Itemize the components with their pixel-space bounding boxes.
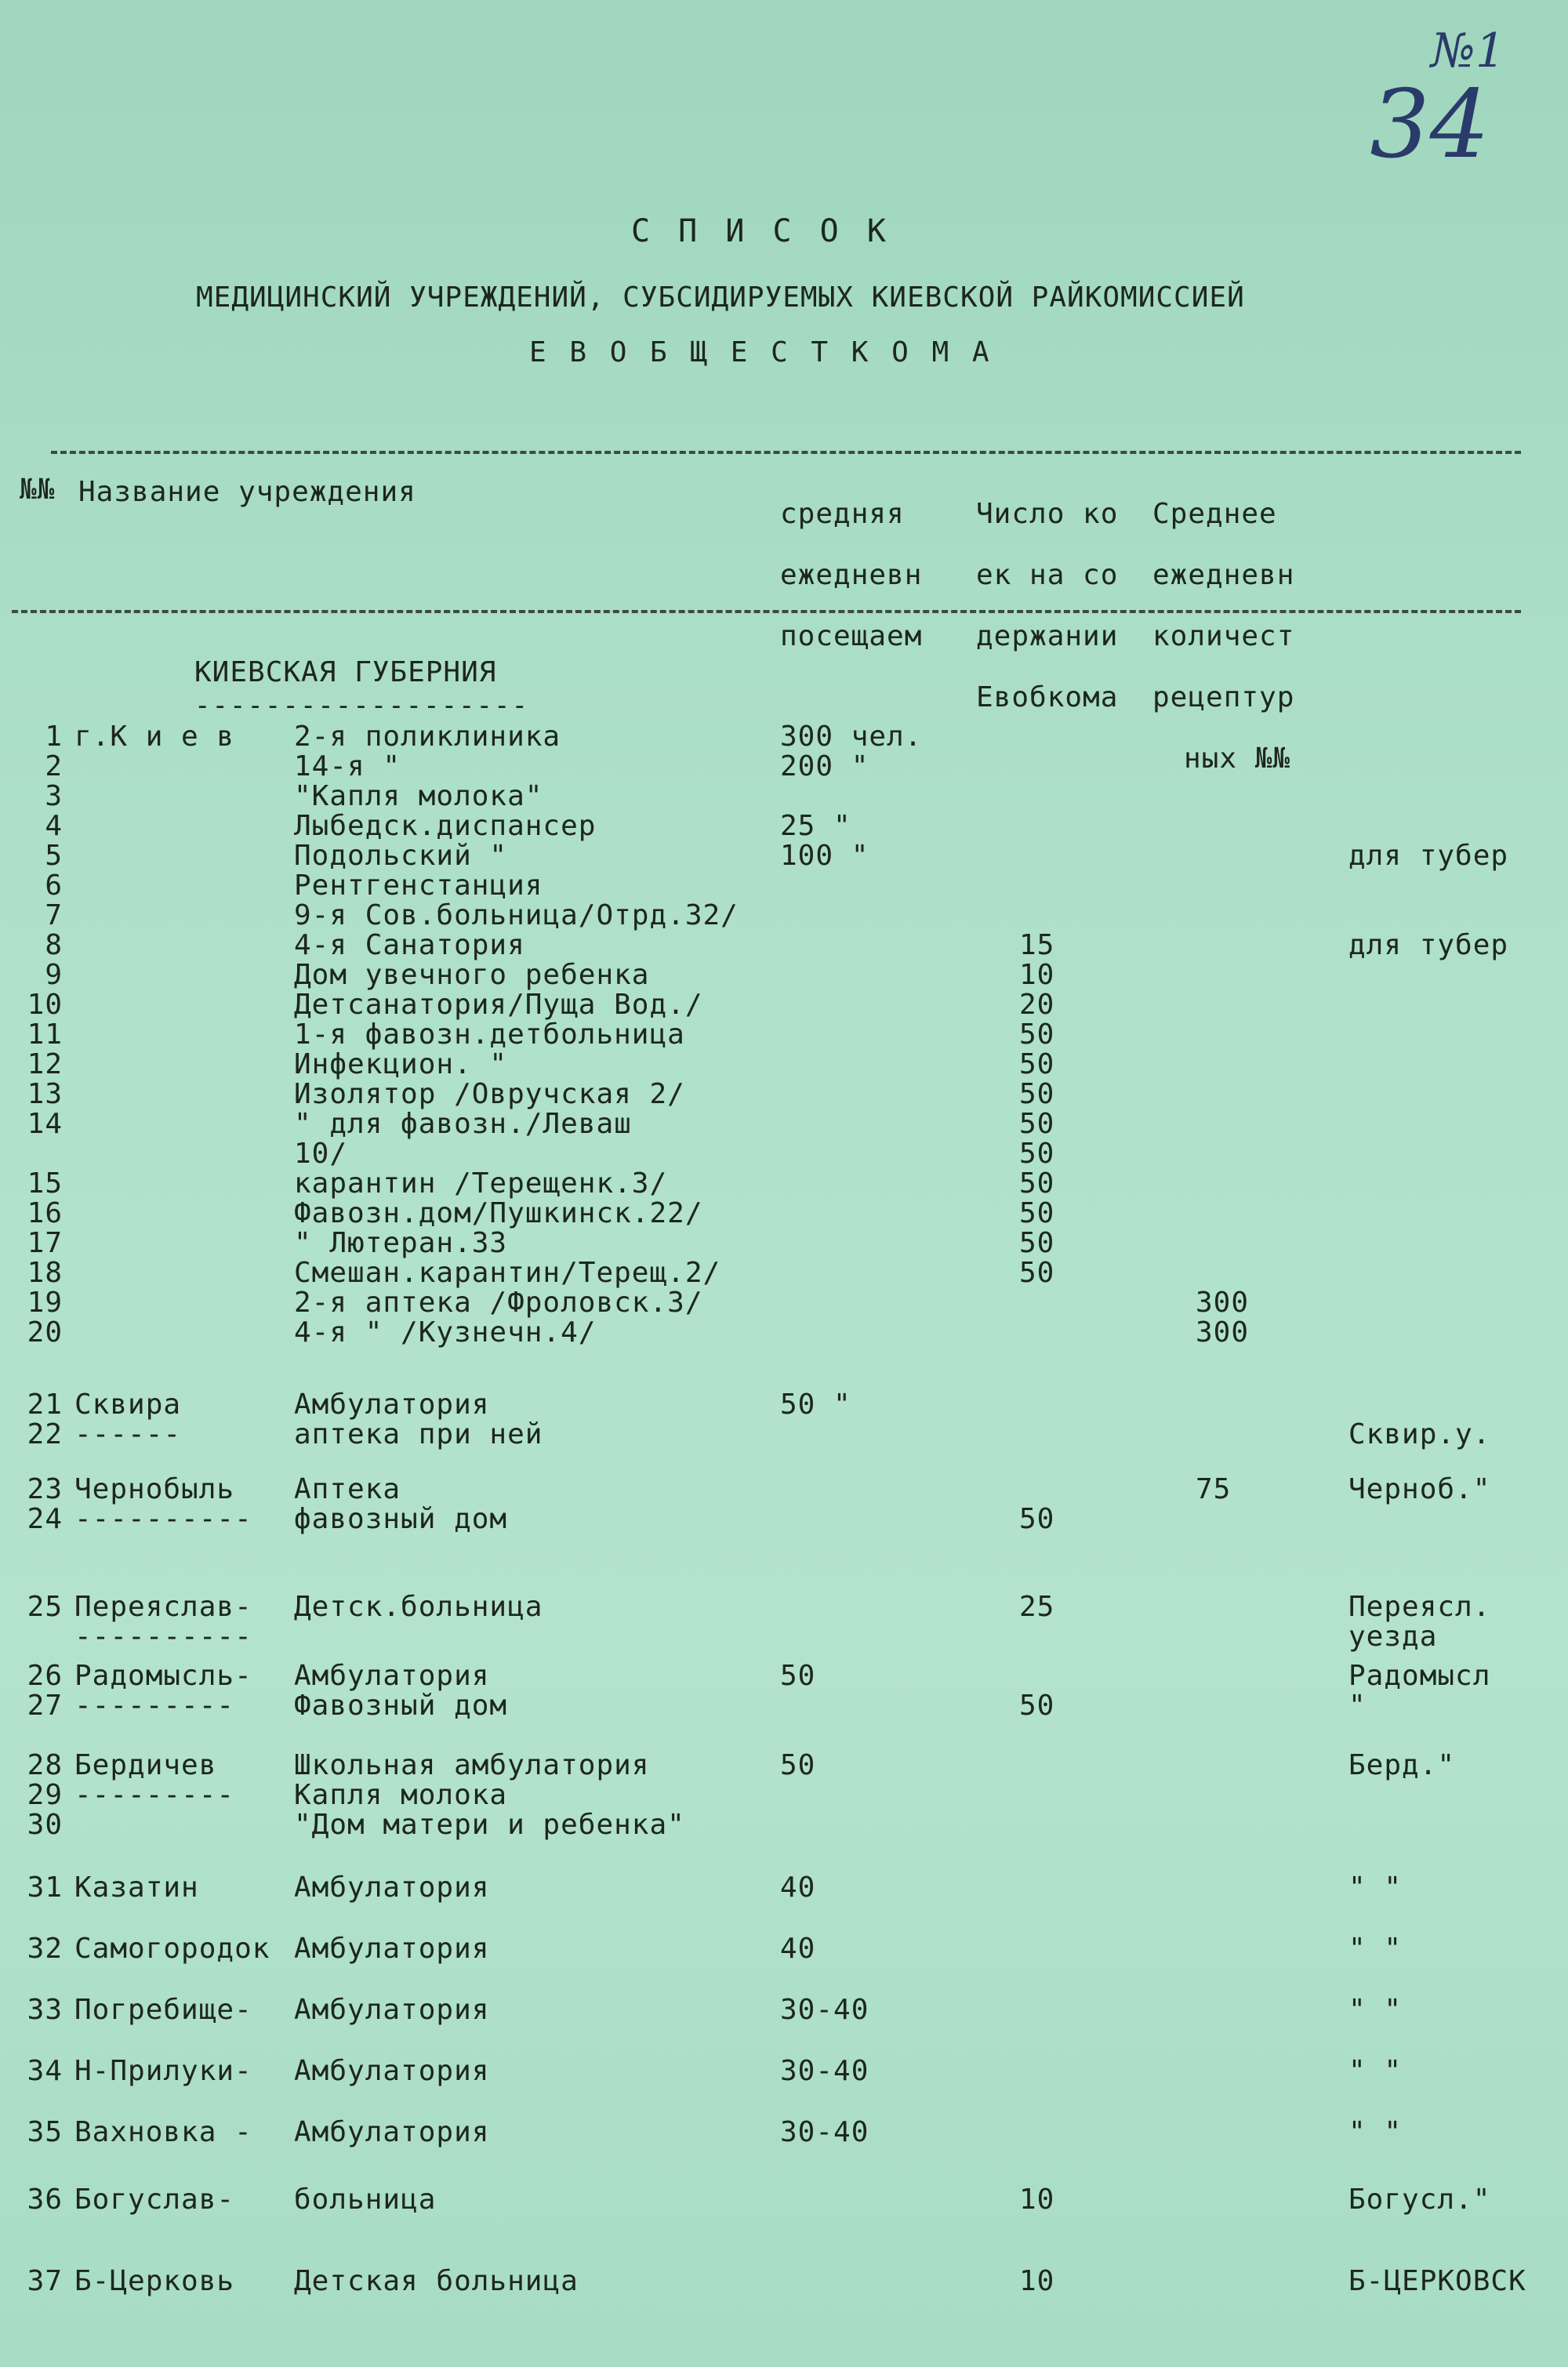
row-institution-name: 9-я Сов.больница/Отрд.32/ — [294, 900, 739, 931]
row-number: 37 — [27, 2266, 63, 2297]
row-city: Н-Прилуки- — [74, 2056, 252, 2087]
row-number: 22 — [27, 1419, 63, 1450]
page-number: 34 — [1370, 71, 1490, 180]
row-number: 13 — [27, 1079, 63, 1110]
row-institution-name: Амбулатория — [294, 1661, 490, 1692]
row-city: --------- — [74, 1780, 235, 1811]
row-institution-name: аптека при ней — [294, 1419, 543, 1450]
row-institution-name: Капля молока — [294, 1780, 508, 1811]
row-number: 20 — [27, 1317, 63, 1349]
row-institution-name: 14-я " — [294, 751, 401, 782]
row-institution-name: Изолятор /Овручская 2/ — [294, 1079, 685, 1110]
row-number: 33 — [27, 1995, 63, 2026]
row-institution-name: Рентгенстанция — [294, 870, 543, 902]
row-beds: 50 — [1019, 1109, 1055, 1140]
row-beds: 50 — [1019, 1690, 1055, 1722]
header-line: средняя — [780, 498, 905, 530]
row-city: Чернобыль — [74, 1474, 235, 1505]
row-beds: 50 — [1019, 1168, 1055, 1200]
row-city: ---------- — [74, 1504, 252, 1535]
row-number: 17 — [27, 1228, 63, 1259]
header-line: ек на со — [976, 559, 1119, 591]
row-institution-name: Лыбедск.диспансер — [294, 811, 597, 842]
row-city: Вахновка - — [74, 2117, 252, 2148]
row-note: Радомысл — [1348, 1661, 1491, 1692]
row-number: 27 — [27, 1690, 63, 1722]
column-recipes-header — [1152, 469, 1294, 804]
row-number: 36 — [27, 2184, 63, 2216]
header-line: количест — [1152, 620, 1295, 652]
header-line: Среднее — [1152, 498, 1277, 530]
row-daily-visits: 40 — [780, 1933, 816, 1965]
row-daily-visits: 100 " — [780, 840, 869, 872]
row-institution-name: Подольский " — [294, 840, 508, 872]
row-note: Б-ЦЕРКОВСК — [1348, 2266, 1526, 2297]
row-note: Черноб." — [1348, 1474, 1491, 1505]
row-number: 1 — [45, 721, 63, 753]
row-city: г.К и е в — [74, 721, 235, 753]
row-number: 24 — [27, 1504, 63, 1535]
row-recipes: 300 — [1196, 1287, 1250, 1319]
row-note: " " — [1348, 1995, 1403, 2026]
row-institution-name: Амбулатория — [294, 2117, 490, 2148]
row-beds: 10 — [1019, 2266, 1055, 2297]
row-daily-visits: 300 чел. — [780, 721, 923, 753]
organization-name: Е В О Б Щ Е С Т К О М А — [529, 336, 993, 368]
row-city: Богуслав- — [74, 2184, 235, 2216]
row-number: 23 — [27, 1474, 63, 1505]
row-note: " " — [1348, 2056, 1403, 2087]
row-number: 32 — [27, 1933, 63, 1965]
header-line: держании — [976, 620, 1119, 652]
row-number: 11 — [27, 1019, 63, 1051]
row-number: 15 — [27, 1168, 63, 1200]
row-institution-name: Инфекцион. " — [294, 1049, 508, 1080]
header-line: посещаем — [780, 620, 923, 652]
row-institution-name: Фавозн.дом/Пушкинск.22/ — [294, 1198, 703, 1229]
row-beds: 50 — [1019, 1138, 1055, 1170]
row-beds: 50 — [1019, 1019, 1055, 1051]
row-institution-name: Фавозный дом — [294, 1690, 508, 1722]
header-top-rule — [51, 451, 1521, 454]
row-institution-name: Амбулатория — [294, 2056, 490, 2087]
column-number-header: №№ — [20, 474, 56, 506]
row-city: Самогородок — [74, 1933, 270, 1965]
row-number: 30 — [27, 1810, 63, 1841]
row-daily-visits: 200 " — [780, 751, 869, 782]
column-visits-header — [780, 469, 922, 682]
row-city: Казатин — [74, 1872, 199, 1904]
document-subtitle: МЕДИЦИНСКИЙ УЧРЕЖДЕНИЙ, СУБСИДИРУЕМЫХ КИЕВСКОЙ РАЙКОМИССИЕЙ — [196, 281, 1245, 314]
row-institution-name: 1-я фавозн.детбольница — [294, 1019, 685, 1051]
row-number: 2 — [45, 751, 63, 782]
row-city: ---------- — [74, 1621, 252, 1653]
row-number: 21 — [27, 1389, 63, 1421]
row-number: 34 — [27, 2056, 63, 2087]
row-number: 31 — [27, 1872, 63, 1904]
header-line: ежедневн — [780, 559, 923, 591]
row-institution-name: фавозный дом — [294, 1504, 508, 1535]
row-recipes: 300 — [1196, 1317, 1250, 1349]
row-note: для тубер — [1348, 840, 1509, 872]
row-institution-name: 4-я " /Кузнечн.4/ — [294, 1317, 597, 1349]
row-number: 29 — [27, 1780, 63, 1811]
row-number: 28 — [27, 1750, 63, 1781]
row-institution-name: больница — [294, 2184, 437, 2216]
row-beds: 50 — [1019, 1079, 1055, 1110]
row-city: Сквира — [74, 1389, 182, 1421]
row-daily-visits: 30-40 — [780, 2056, 869, 2087]
row-beds: 50 — [1019, 1504, 1055, 1535]
row-number: 6 — [45, 870, 63, 902]
row-note: для тубер — [1348, 930, 1509, 961]
header-line: ежедневн — [1152, 559, 1295, 591]
row-note: " — [1348, 1690, 1367, 1722]
row-institution-name: " Лютеран.33 — [294, 1228, 508, 1259]
row-city: Бердичев — [74, 1750, 217, 1781]
header-line: рецептур — [1152, 681, 1295, 713]
corner-number: №1 — [1431, 24, 1505, 78]
column-name-header: Название учреждения — [78, 476, 416, 508]
header-bottom-rule — [12, 610, 1521, 613]
row-institution-name: 10/ — [294, 1138, 348, 1170]
row-beds: 50 — [1019, 1258, 1055, 1289]
row-city: Погребище- — [74, 1995, 252, 2026]
row-number: 19 — [27, 1287, 63, 1319]
row-institution-name: Школьная амбулатория — [294, 1750, 650, 1781]
row-beds: 50 — [1019, 1049, 1055, 1080]
row-beds: 15 — [1019, 930, 1055, 961]
region-heading: КИЕВСКАЯ ГУБЕРНИЯ — [194, 656, 497, 688]
column-beds-header — [976, 469, 1118, 743]
row-institution-name: карантин /Терещенк.3/ — [294, 1168, 668, 1200]
row-number: 4 — [45, 811, 63, 842]
row-daily-visits: 30-40 — [780, 1995, 869, 2026]
row-beds: 10 — [1019, 960, 1055, 991]
row-note: уезда — [1348, 1621, 1438, 1653]
row-note: Переясл. — [1348, 1592, 1491, 1623]
header-line: ных №№ — [1184, 742, 1291, 775]
row-number: 9 — [45, 960, 63, 991]
row-number: 35 — [27, 2117, 63, 2148]
row-note: Берд." — [1348, 1750, 1456, 1781]
row-note: " " — [1348, 1933, 1403, 1965]
row-daily-visits: 25 " — [780, 811, 851, 842]
row-daily-visits: 50 — [780, 1661, 816, 1692]
row-number: 7 — [45, 900, 63, 931]
row-number: 16 — [27, 1198, 63, 1229]
row-number: 26 — [27, 1661, 63, 1692]
row-beds: 50 — [1019, 1228, 1055, 1259]
header-line: Евобкома — [976, 681, 1119, 713]
header-line: Число ко — [976, 498, 1119, 530]
row-city: ------ — [74, 1419, 182, 1450]
row-institution-name: Детск.больница — [294, 1592, 543, 1623]
row-beds: 50 — [1019, 1198, 1055, 1229]
row-note: Сквир.у. — [1348, 1419, 1491, 1450]
row-number: 3 — [45, 781, 63, 812]
row-institution-name: 2-я поликлиника — [294, 721, 561, 753]
row-number: 10 — [27, 989, 63, 1021]
row-number: 5 — [45, 840, 63, 872]
row-institution-name: "Капля молока" — [294, 781, 543, 812]
row-daily-visits: 50 " — [780, 1389, 851, 1421]
row-institution-name: Детсанатория/Пуща Вод./ — [294, 989, 703, 1021]
row-note: " " — [1348, 1872, 1403, 1904]
row-beds: 25 — [1019, 1592, 1055, 1623]
row-beds: 20 — [1019, 989, 1055, 1021]
row-institution-name: Дом увечного ребенка — [294, 960, 650, 991]
row-city: Радомысль- — [74, 1661, 252, 1692]
row-institution-name: Детская больница — [294, 2266, 579, 2297]
row-institution-name: Амбулатория — [294, 1872, 490, 1904]
row-daily-visits: 50 — [780, 1750, 816, 1781]
row-institution-name: Аптека — [294, 1474, 401, 1505]
row-city: Переяслав- — [74, 1592, 252, 1623]
row-note: " " — [1348, 2117, 1403, 2148]
row-beds: 10 — [1019, 2184, 1055, 2216]
row-daily-visits: 40 — [780, 1872, 816, 1904]
row-institution-name: "Дом матери и ребенка" — [294, 1810, 685, 1841]
row-institution-name: Амбулатория — [294, 1389, 490, 1421]
row-number: 25 — [27, 1592, 63, 1623]
row-city: --------- — [74, 1690, 235, 1722]
region-underline: ------------------- — [194, 690, 529, 721]
row-number: 14 — [27, 1109, 63, 1140]
row-institution-name: " для фавозн./Леваш — [294, 1109, 632, 1140]
row-note: Богусл." — [1348, 2184, 1491, 2216]
row-number: 8 — [45, 930, 63, 961]
document-title: С П И С О К — [631, 213, 891, 249]
row-institution-name: 4-я Санатория — [294, 930, 525, 961]
row-number: 12 — [27, 1049, 63, 1080]
row-institution-name: Амбулатория — [294, 1995, 490, 2026]
row-number: 18 — [27, 1258, 63, 1289]
row-institution-name: 2-я аптека /Фроловск.3/ — [294, 1287, 703, 1319]
row-recipes: 75 — [1196, 1474, 1232, 1505]
row-institution-name: Амбулатория — [294, 1933, 490, 1965]
row-institution-name: Смешан.карантин/Терещ.2/ — [294, 1258, 721, 1289]
row-city: Б-Церковь — [74, 2266, 235, 2297]
row-daily-visits: 30-40 — [780, 2117, 869, 2148]
